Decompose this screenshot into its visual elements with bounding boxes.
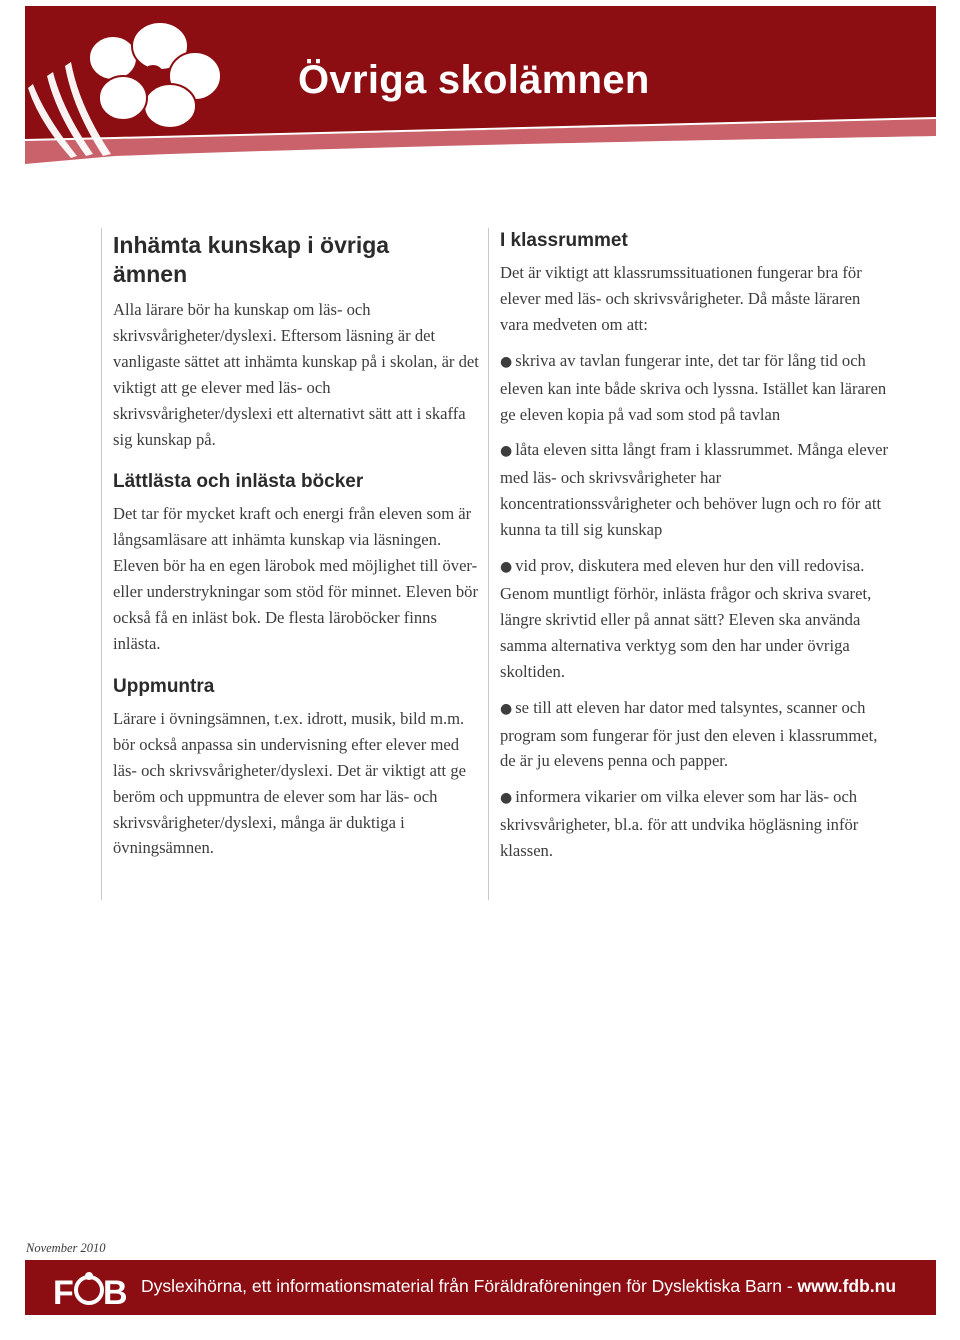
footer-text (141, 1276, 896, 1297)
footer-description: Dyslexihörna, ett informationsmaterial från Föräldraföreningen för Dyslektiska Barn - (141, 1276, 798, 1296)
list-item-text: vid prov, diskutera med eleven hur den vill redovisa. Genom muntligt förhör, inlästa frågor och skriva svaret, längre skrivtid eller på annat sätt? Eleven ska använda samma alternativa verktyg som den har under övriga skoltiden. (500, 556, 872, 681)
list-item (500, 348, 888, 428)
bullet-icon: ● (500, 443, 513, 460)
books-paragraph: Det tar för mycket kraft och energi från eleven som är långsamläsare att inhämta kunskap via läsningen. Eleven bör ha en egen lärobok med möjlighet till över- eller understrykningar som stöd för minnet. Eleven bör också få en inläst bok. De flesta läroböcker finns inlästa. (113, 504, 478, 653)
right-column (488, 228, 888, 900)
section-heading-encourage: Uppmuntra (113, 675, 215, 697)
list-item-text: informera vikarier om vilka elever som har läs- och skrivsvårigheter, bl.a. för att undvika högläsning inför klassen. (500, 787, 859, 861)
list-item-text: låta eleven sitta långt fram i klassrummet. Många elever med läs- och skrivsvårigheter har koncentrationssvårigheter och behöver lugn och ro för att kunna ta till sig kunskap (500, 440, 888, 540)
classroom-intro: Det är viktigt att klassrumssituationen fungerar bra för elever med läs- och skrivsvårigheter. Då måste läraren vara medveten om att: (500, 263, 862, 334)
list-item-text: se till att eleven har dator med talsyntes, scanner och program som fungerar för just den eleven i klassrummet, de är ju elevens penna och papper. (500, 697, 878, 771)
bullet-icon: ● (500, 353, 513, 370)
publication-date: November 2010 (26, 1241, 106, 1255)
intro-paragraph: Alla lärare bör ha kunskap om läs- och skrivsvårigheter/dyslexi. Eftersom läsning är det vanligaste sättet att inhämta kunskap på i skolan, är det viktigt att ge elever med läs- och skrivsvårigheter/dyslexi ett alternativt sätt att i skaffa sig kunskap på. (113, 300, 479, 449)
encourage-paragraph: Lärare i övningsämnen, t.ex. idrott, musik, bild m.m. bör också anpassa sin undervisning efter elever med läs- och skrivsvårigheter/dyslexi. Det är viktigt att ge beröm och uppmuntra de elever som har läs- och skrivsvårigheter/dyslexi, många är duktiga i övningsämnen. (113, 708, 466, 858)
fdb-logo-icon (53, 1266, 129, 1310)
header-banner (25, 6, 936, 164)
section-heading-classroom: I klassrummet (500, 230, 628, 251)
list-item (500, 695, 888, 775)
page-title: Övriga skolämnen (298, 58, 650, 102)
footer-link[interactable]: www.fdb.nu (797, 1276, 897, 1296)
bullet-icon: ● (500, 559, 513, 576)
bullet-icon: ● (500, 790, 513, 807)
list-item (500, 553, 888, 685)
svg-text:F: F (53, 1274, 74, 1310)
svg-text:B: B (103, 1274, 128, 1310)
section-heading-main: Inhämta kunskap i övriga ämnen (113, 232, 390, 287)
left-column (101, 228, 486, 900)
list-item-text: skriva av tavlan fungerar inte, det tar för lång tid och eleven kan inte både skriva och lyssna. Istället kan läraren ge eleven kopia på vad som stod på tavlan (500, 350, 887, 424)
list-item (500, 437, 888, 543)
bullet-icon: ● (500, 700, 513, 717)
section-heading-books: Lättlästa och inlästa böcker (113, 471, 364, 493)
list-item (500, 784, 888, 864)
footer-bar (25, 1260, 936, 1315)
